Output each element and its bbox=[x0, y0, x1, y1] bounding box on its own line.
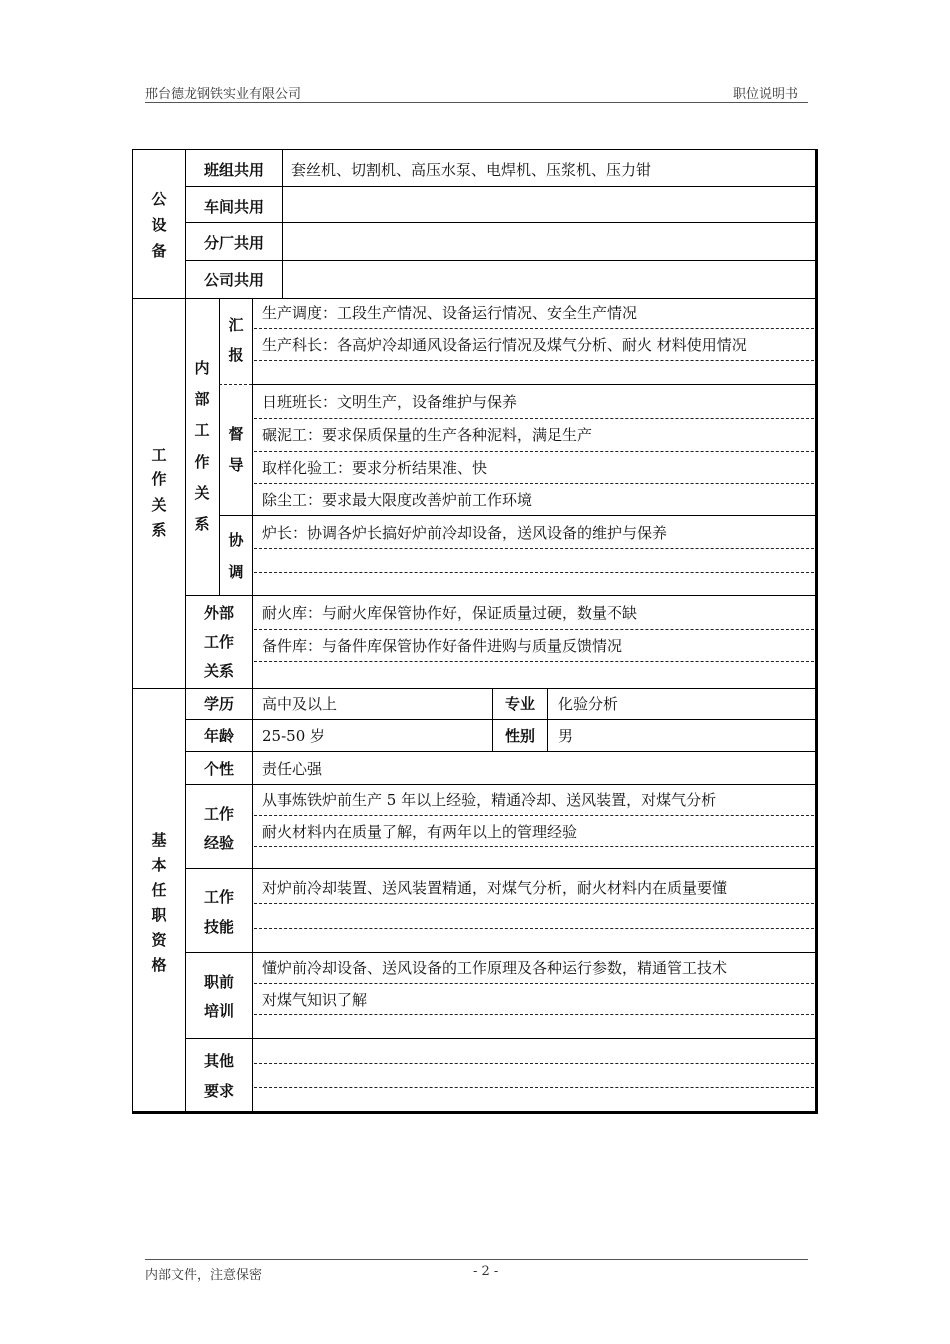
supervise-line-2: 碾泥工：要求保质保量的生产各种泥料，满足生产 bbox=[262, 426, 593, 444]
company-shared-label: 公司共用 bbox=[203, 271, 264, 289]
team-shared-label: 班组共用 bbox=[203, 161, 264, 179]
supervise-line-1: 日班班长：文明生产，设备维护与保养 bbox=[262, 393, 518, 411]
branch-shared-label: 分厂共用 bbox=[203, 234, 264, 252]
gender-value: 男 bbox=[558, 727, 574, 745]
header-rule bbox=[145, 102, 808, 103]
external-line-2: 备件库：与备件库保管协作好备件进购与质量反馈情况 bbox=[262, 637, 623, 655]
report-line-1: 生产调度：工段生产情况、设备运行情况、安全生产情况 bbox=[262, 304, 638, 322]
experience-line-2: 耐火材料内在质量了解，有两年以上的管理经验 bbox=[262, 823, 578, 841]
education-label: 学历 bbox=[203, 695, 234, 713]
education-value: 高中及以上 bbox=[262, 695, 338, 713]
gender-label: 性别 bbox=[504, 727, 535, 745]
major-value: 化验分析 bbox=[558, 695, 619, 713]
supervise-line-4: 除尘工：要求最大限度改善炉前工作环境 bbox=[262, 491, 533, 509]
personality-label: 个性 bbox=[203, 760, 234, 778]
company-name: 邢台德龙钢铁实业有限公司 bbox=[145, 87, 302, 102]
skills-line-1: 对炉前冷却装置、送风装置精通，对煤气分析，耐火材料内在质量要懂 bbox=[262, 879, 728, 897]
training-line-2: 对煤气知识了解 bbox=[262, 991, 368, 1009]
report-line-2: 生产科长：各高炉冷却通风设备运行情况及煤气分析、耐火 材料使用情况 bbox=[262, 336, 747, 354]
page-number: - 2 - bbox=[473, 1264, 499, 1279]
footer-rule bbox=[145, 1259, 808, 1260]
external-line-1: 耐火库：与耐火库保管协作好，保证质量过硬，数量不缺 bbox=[262, 604, 638, 622]
major-label: 专业 bbox=[504, 695, 535, 713]
coordinate-line-1: 炉长：协调各炉长搞好炉前冷却设备，送风设备的维护与保养 bbox=[262, 524, 668, 542]
age-label: 年龄 bbox=[203, 727, 234, 745]
experience-line-1: 从事炼铁炉前生产 5 年以上经验，精通冷却、送风装置，对煤气分析 bbox=[262, 791, 717, 809]
training-line-1: 懂炉前冷却设备、送风设备的工作原理及各种运行参数，精通管工技术 bbox=[262, 959, 728, 977]
document-title: 职位说明书 bbox=[733, 87, 799, 102]
age-value: 25-50 岁 bbox=[262, 727, 326, 745]
team-shared-value: 套丝机、切割机、高压水泵、电焊机、压浆机、压力钳 bbox=[291, 161, 652, 179]
workshop-shared-label: 车间共用 bbox=[203, 198, 264, 216]
confidential-note: 内部文件，注意保密 bbox=[145, 1268, 263, 1283]
personality-value: 责任心强 bbox=[262, 760, 323, 778]
supervise-line-3: 取样化验工：要求分析结果准、快 bbox=[262, 459, 488, 477]
